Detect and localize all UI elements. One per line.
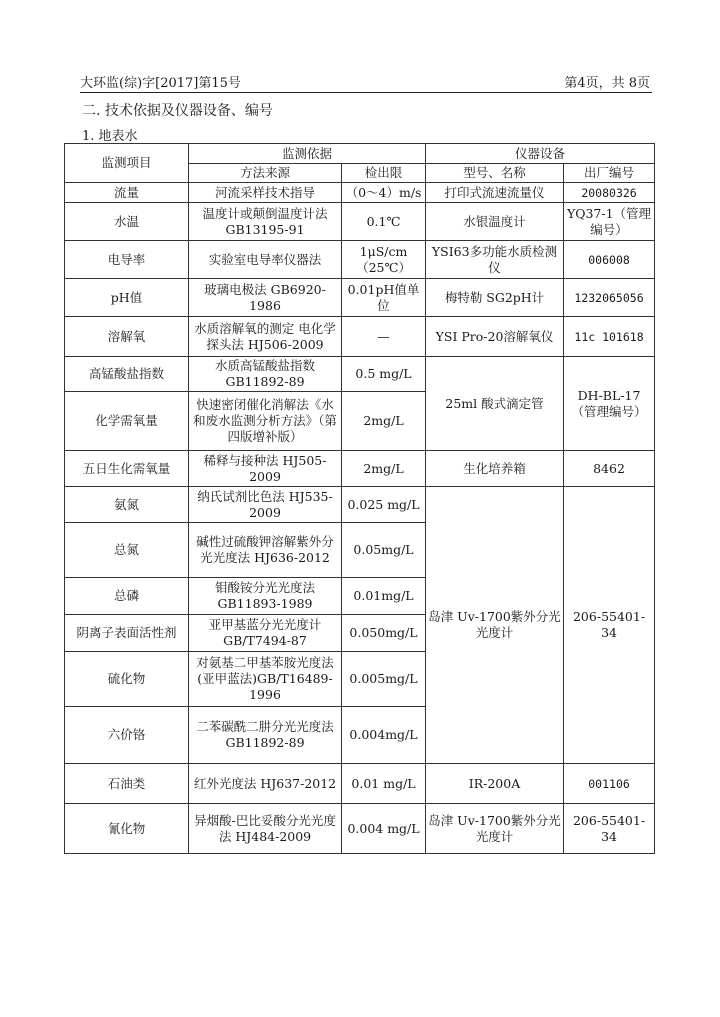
header-model: 型号、名称 [426, 164, 564, 183]
table-row [65, 279, 655, 317]
item-cell: 流量 [65, 183, 189, 203]
table-row [65, 804, 655, 854]
item-cell: 硫化物 [65, 652, 189, 707]
serial-cell: 006008 [564, 241, 655, 279]
table-row [65, 317, 655, 357]
model-cell: 水银温度计 [426, 203, 564, 241]
table-row [65, 487, 655, 523]
model-cell: YSI Pro-20溶解氧仪 [426, 317, 564, 357]
serial-cell: YQ37-1（管理编号） [564, 203, 655, 241]
header-basis: 监测依据 [189, 144, 426, 164]
serial-cell: 20080326 [564, 183, 655, 203]
item-cell: 总磷 [65, 578, 189, 615]
method-cell: 实验室电导率仪器法 [189, 241, 342, 279]
limit-cell: 0.025 mg/L [342, 487, 426, 523]
item-cell: 氰化物 [65, 804, 189, 854]
method-cell: 水质高锰酸盐指数 GB11892-89 [189, 357, 342, 392]
model-cell: YSI63多功能水质检测仪 [426, 241, 564, 279]
item-cell: 氨氮 [65, 487, 189, 523]
limit-cell: 0.5 mg/L [342, 357, 426, 392]
page-info: 第4页，共 8页 [564, 76, 650, 91]
table-row [65, 357, 655, 392]
serial-cell: 206-55401-34 [564, 487, 655, 764]
table-row [65, 203, 655, 241]
table-row [65, 183, 655, 203]
item-cell: 水温 [65, 203, 189, 241]
table-row [65, 451, 655, 487]
method-cell: 亚甲基蓝分光光度计 GB/T7494-87 [189, 615, 342, 652]
monitoring-table [64, 143, 655, 854]
method-cell: 对氨基二甲基苯胺光度法(亚甲蓝法)GB/T16489-1996 [189, 652, 342, 707]
model-cell: IR-200A [426, 764, 564, 804]
item-cell: 化学需氧量 [65, 392, 189, 451]
method-cell: 异烟酸-巴比妥酸分光光度法 HJ484-2009 [189, 804, 342, 854]
limit-cell: 0.01mg/L [342, 578, 426, 615]
item-cell: 六价铬 [65, 707, 189, 764]
serial-cell: 001106 [564, 764, 655, 804]
model-cell: 25ml 酸式滴定管 [426, 357, 564, 451]
method-cell: 温度计或颠倒温度计法 GB13195-91 [189, 203, 342, 241]
serial-cell: 8462 [564, 451, 655, 487]
model-cell: 梅特勒 SG2pH计 [426, 279, 564, 317]
method-cell: 河流采样技术指导 [189, 183, 342, 203]
limit-cell: 0.05mg/L [342, 523, 426, 578]
limit-cell: 0.004mg/L [342, 707, 426, 764]
limit-cell: 1μS/cm（25℃） [342, 241, 426, 279]
item-cell: 溶解氧 [65, 317, 189, 357]
method-cell: 稀释与接种法 HJ505-2009 [189, 451, 342, 487]
item-cell: 阴离子表面活性剂 [65, 615, 189, 652]
document-number: 大环监(综)字[2017]第15号 [80, 76, 241, 91]
item-cell: 石油类 [65, 764, 189, 804]
method-cell: 碱性过硫酸钾溶解紫外分光光度法 HJ636-2012 [189, 523, 342, 578]
method-cell: 二苯碳酰二肼分光光度法 GB11892-89 [189, 707, 342, 764]
limit-cell: 2mg/L [342, 451, 426, 487]
serial-cell: DH-BL-17（管理编号） [564, 357, 655, 451]
item-cell: 总氮 [65, 523, 189, 578]
limit-cell: 0.01pH值单位 [342, 279, 426, 317]
limit-cell: 0.1℃ [342, 203, 426, 241]
method-cell: 钼酸铵分光光度法 GB11893-1989 [189, 578, 342, 615]
item-cell: 五日生化需氧量 [65, 451, 189, 487]
header-serial: 出厂编号 [564, 164, 655, 183]
method-cell: 快速密闭催化消解法《水和废水监测分析方法》（第四版增补版） [189, 392, 342, 451]
limit-cell: — [342, 317, 426, 357]
limit-cell: 0.050mg/L [342, 615, 426, 652]
header-limit: 检出限 [342, 164, 426, 183]
method-cell: 红外光度法 HJ637-2012 [189, 764, 342, 804]
model-cell: 生化培养箱 [426, 451, 564, 487]
subsection-title: 1. 地表水 [82, 129, 138, 144]
model-cell: 岛津 Uv-1700紫外分光光度计 [426, 487, 564, 764]
limit-cell: 0.01 mg/L [342, 764, 426, 804]
limit-cell: 2mg/L [342, 392, 426, 451]
serial-cell: 1232065056 [564, 279, 655, 317]
header-method: 方法来源 [189, 164, 342, 183]
item-cell: pH值 [65, 279, 189, 317]
header-item: 监测项目 [65, 144, 189, 183]
model-cell: 打印式流速流量仪 [426, 183, 564, 203]
limit-cell: 0.005mg/L [342, 652, 426, 707]
method-cell: 纳氏试剂比色法 HJ535-2009 [189, 487, 342, 523]
item-cell: 高锰酸盐指数 [65, 357, 189, 392]
limit-cell: （0～4）m/s [342, 183, 426, 203]
table-row [65, 764, 655, 804]
serial-cell: 11c 101618 [564, 317, 655, 357]
header-equipment: 仪器设备 [426, 144, 655, 164]
method-cell: 玻璃电极法 GB6920-1986 [189, 279, 342, 317]
serial-cell: 206-55401-34 [564, 804, 655, 854]
limit-cell: 0.004 mg/L [342, 804, 426, 854]
table-row [65, 241, 655, 279]
section-title: 二. 技术依据及仪器设备、编号 [82, 103, 273, 119]
model-cell: 岛津 Uv-1700紫外分光光度计 [426, 804, 564, 854]
item-cell: 电导率 [65, 241, 189, 279]
header-divider [80, 92, 652, 93]
method-cell: 水质溶解氧的测定 电化学探头法 HJ506-2009 [189, 317, 342, 357]
page-header [80, 72, 650, 92]
